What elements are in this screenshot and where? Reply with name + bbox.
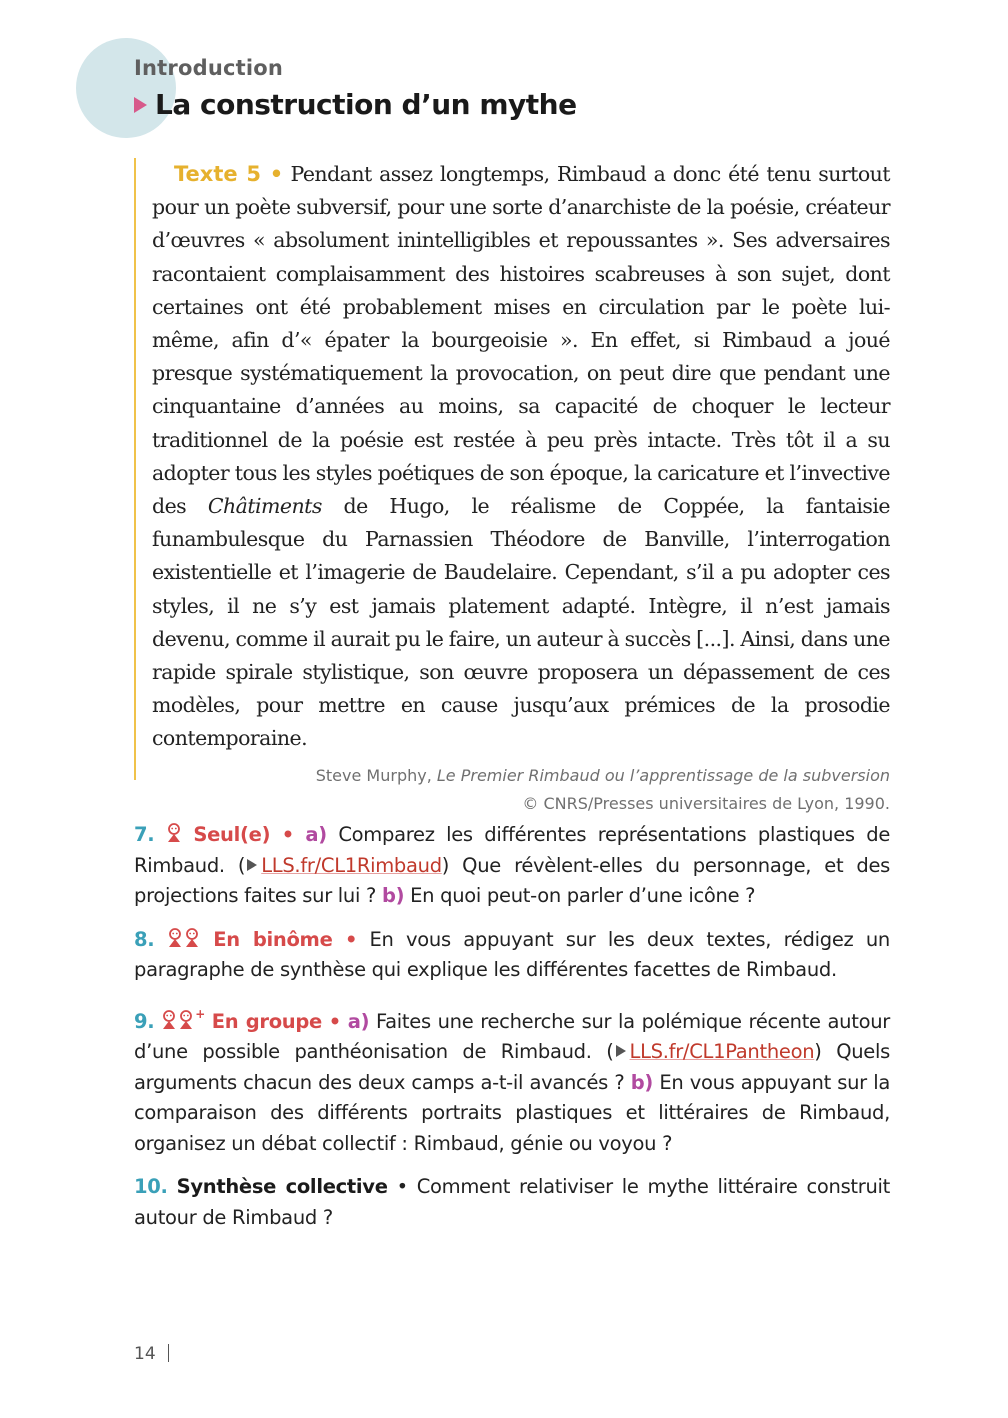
quote-paragraph — [152, 158, 890, 756]
mode-label: En groupe — [211, 1009, 322, 1033]
source-copyright: © CNRS/Presses universitaires de Lyon, 1990. — [522, 793, 890, 813]
sub-b-label: b) — [381, 884, 405, 907]
source-line-1 — [152, 762, 890, 790]
play-icon — [616, 1045, 626, 1057]
separator: • — [281, 823, 294, 846]
plus-sign: + — [195, 1006, 205, 1021]
question-text-2: ) Quels arguments chacun des deux camps a-t-il avancés ? — [134, 1040, 890, 1094]
question-text: Faites une recherche sur la polémique récente autour d’une possible panthéonisation de Rimbaud. ( — [134, 1009, 890, 1063]
link-pantheon[interactable]: LLS.fr/CL1Pantheon — [629, 1040, 815, 1063]
person-icon — [166, 823, 182, 843]
page-number: 14 — [134, 1344, 156, 1364]
play-icon — [247, 859, 257, 871]
question-text-3: En quoi peut-on parler d’une icône ? — [410, 884, 756, 907]
quote-source — [152, 762, 890, 818]
page-footer — [134, 1344, 169, 1364]
sub-a-label: a) — [347, 1009, 370, 1033]
question-text: Comparez les différentes représentations plastiques de Rimbaud. ( — [134, 823, 891, 877]
section-kicker: Introduction — [134, 56, 284, 80]
mode-label: Seul(e) — [193, 823, 271, 846]
sub-a-label: a) — [305, 823, 327, 846]
question-number: 9. — [134, 1009, 155, 1033]
footer-divider — [168, 1344, 170, 1362]
question-text: Comment relativiser le mythe littéraire construit autour de Rimbaud ? — [134, 1175, 891, 1229]
question-10 — [134, 1172, 890, 1233]
person-icon — [167, 928, 201, 948]
sub-b-label: b) — [630, 1070, 653, 1094]
source-author: Steve Murphy, — [315, 765, 432, 785]
question-number: 8. — [134, 927, 155, 951]
title-arrow-icon — [134, 97, 147, 113]
question-9 — [134, 999, 890, 1160]
link-rimbaud[interactable]: LLS.fr/CL1Rimbaud — [261, 853, 442, 877]
person-icon — [161, 1010, 195, 1030]
separator: • — [344, 927, 358, 951]
question-number: 10. — [134, 1175, 168, 1198]
source-title: Le Premier Rimbaud ou l’apprentissage de la subversion — [436, 765, 890, 785]
quote-block — [134, 158, 890, 813]
question-7 — [134, 820, 890, 912]
quote-text-part1: Pendant assez longtemps, Rimbaud a donc été tenu surtout pour un poète subversif, pour une sorte d’anarchiste de la poésie, créateur d’œuvres « absolument inintelligibles et repoussantes ». Ses adversaires racontaient complaisamment des histoires scabreuses à son sujet, dont certaines ont été probablement mises en circulation par le poète lui-même, afin d’« épater la bourgeoisie ». En effet, si Rimbaud a joué presque systématiquement la provocation, on peut dire que pendant une cinquantaine d’années au moins, sa capacité de choquer le lecteur traditionnel de la poésie est restée à peu près intacte. Très tôt il a su adopter tous les styles poétiques de son époque, la caricature et l’invective des — [152, 162, 890, 519]
separator: • — [396, 1175, 408, 1198]
page-header — [134, 56, 894, 121]
texte-label: Texte 5 • — [174, 162, 284, 186]
question-number: 7. — [134, 823, 155, 846]
question-text-2: ) Que révèlent-elles du personnage, et des projections faites sur lui ? — [134, 853, 891, 907]
question-8 — [134, 925, 890, 986]
mode-label: En binôme — [213, 927, 333, 951]
page-title: La construction d’un mythe — [155, 88, 577, 121]
questions-list — [134, 820, 890, 1246]
quote-italic-work: Châtiments — [207, 494, 322, 519]
separator: • — [328, 1009, 341, 1033]
title-row — [134, 88, 894, 121]
quote-text-part2: de Hugo, le réalisme de Coppée, la fantaisie funambulesque du Parnassien Théodore de Banville, l’interrogation existentielle et l’imagerie de Baudelaire. Cependant, s’il a pu adopter ces styles, il ne s’y est jamais platement adapté. Intègre, il n’est jamais devenu, comme il aurait pu le faire, un auteur à succès [...]. Ainsi, dans une rapide spirale stylistique, son œuvre proposera un dépassement de ces modèles, pour mettre en cause jusqu’aux prémices de la prosodie contemporaine. — [152, 494, 890, 751]
mode-label: Synthèse collective — [176, 1175, 388, 1198]
question-text: En vous appuyant sur les deux textes, rédigez un paragraphe de synthèse qui explique les différentes facettes de Rimbaud. — [134, 927, 890, 981]
question-text-3: En vous appuyant sur la comparaison des différents portraits plastiques et littéraires de Rimbaud, organisez un débat collectif : Rimbaud, génie ou voyou ? — [134, 1070, 890, 1155]
